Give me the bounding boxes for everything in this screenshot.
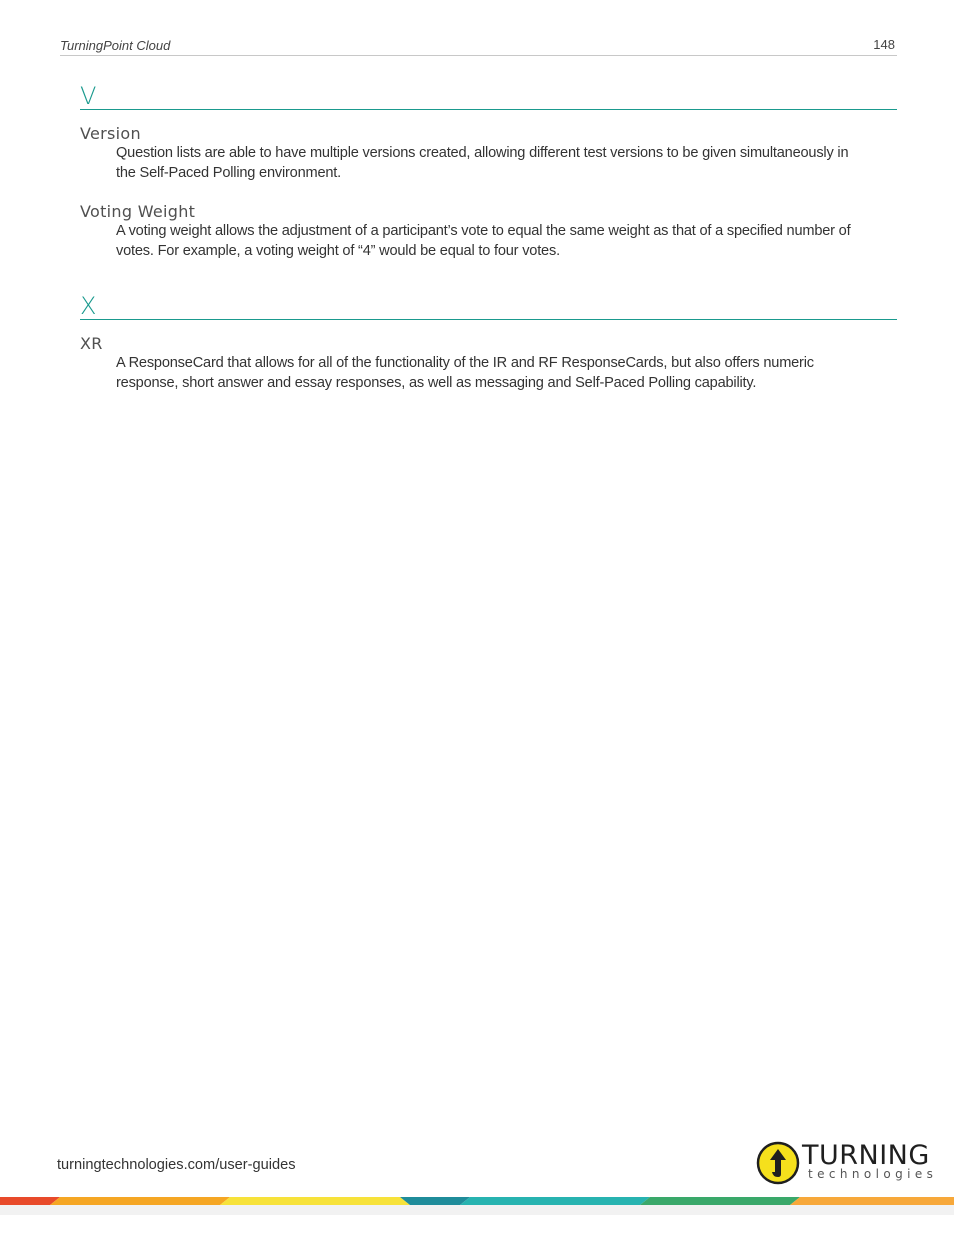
term-version: Version xyxy=(80,124,141,143)
footer-url: turningtechnologies.com/user-guides xyxy=(57,1157,296,1173)
definition-line: votes. For example, a voting weight of “4” would be equal to four votes. xyxy=(116,242,560,259)
term-xr: XR xyxy=(80,334,103,353)
definition-line: Question lists are able to have multiple versions created, allowing different test versions to be given simultaneously in xyxy=(116,145,849,161)
definition-line: A ResponseCard that allows for all of the functionality of the IR and RF ResponseCards, but also offers numeric xyxy=(116,355,814,371)
document-title: TurningPoint Cloud xyxy=(60,38,171,53)
logo-word: TURNING xyxy=(802,1140,930,1171)
logo-subword: technologies xyxy=(808,1167,938,1181)
definition-xr xyxy=(116,354,898,394)
page-header xyxy=(60,37,897,56)
section-letter: V xyxy=(80,82,97,110)
definition-version xyxy=(116,144,898,184)
term-voting-weight: Voting Weight xyxy=(80,202,196,221)
definition-line: the Self-Paced Polling environment. xyxy=(116,164,342,181)
section-letter-v xyxy=(80,82,897,110)
page-number: 148 xyxy=(873,37,895,52)
definition-line: response, short answer and essay responses, as well as messaging and Self-Paced Polling capability. xyxy=(116,374,757,391)
section-letter-x xyxy=(80,292,897,320)
arrow-up-icon xyxy=(756,1141,800,1185)
turning-technologies-logo xyxy=(756,1140,938,1187)
footer-color-stripe xyxy=(0,1193,954,1215)
section-letter: X xyxy=(80,292,97,320)
definition-voting-weight xyxy=(116,222,898,262)
definition-line: A voting weight allows the adjustment of a participant’s vote to equal the same weight as that of a specified number of xyxy=(116,223,851,239)
